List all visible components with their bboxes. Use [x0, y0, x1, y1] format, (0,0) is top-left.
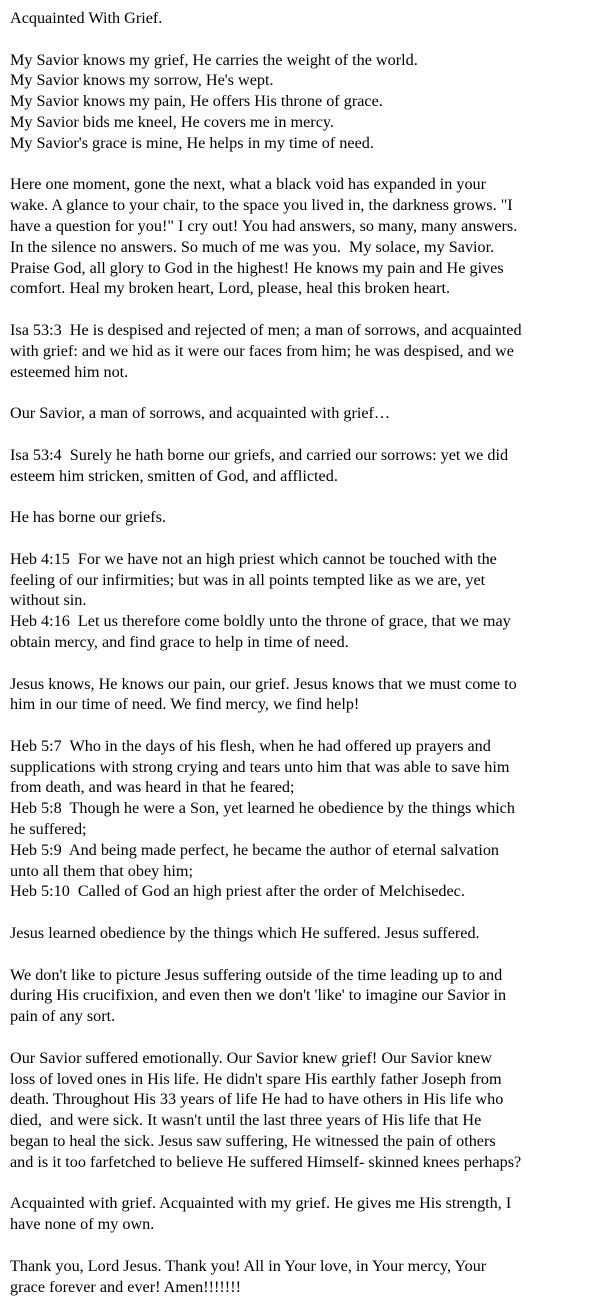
text-line: with grief: and we hid as it were our faces from him; he was despised, and we — [10, 341, 514, 360]
text-line: My Savior knows my sorrow, He's wept. — [10, 71, 274, 90]
text-line: have a question for you!" I cry out! You had answers, so many, many answers. — [10, 216, 518, 235]
paragraph — [10, 1048, 600, 1173]
text-line: Praise God, all glory to God in the highest! He knows my pain and He gives — [10, 258, 504, 277]
text-line: during His crucifixion, and even then we don't 'like' to imagine our Savior in — [10, 986, 507, 1005]
text-line: In the silence no answers. So much of me was you. My solace, my Savior. — [10, 237, 495, 256]
text-line: Heb 5:9 And being made perfect, he became the author of eternal salvation — [10, 840, 500, 859]
paragraph — [10, 507, 600, 528]
text-line: unto all them that obey him; — [10, 861, 193, 880]
text-line: supplications with strong crying and tears unto him that was able to save him — [10, 757, 510, 776]
text-line: Heb 5:7 Who in the days of his flesh, when he had offered up prayers and — [10, 736, 491, 755]
text-line: Isa 53:4 Surely he hath borne our griefs, and carried our sorrows: yet we did — [10, 445, 509, 464]
text-line: loss of loved ones in His life. He didn't spare His earthly father Joseph from — [10, 1069, 502, 1088]
text-line: wake. A glance to your chair, to the space you lived in, the darkness grows. "I — [10, 196, 513, 215]
text-line: from death, and was heard in that he feared; — [10, 778, 295, 797]
title-line: Acquainted With Grief. — [10, 9, 163, 27]
text-line: Heb 4:15 For we have not an high priest which cannot be touched with the — [10, 549, 497, 568]
paragraph — [10, 1193, 600, 1235]
paragraph — [10, 549, 600, 653]
paragraph — [10, 923, 600, 944]
text-line: Our Savior suffered emotionally. Our Savior knew grief! Our Savior knew — [10, 1048, 492, 1067]
text-line: without sin. — [10, 591, 87, 610]
paragraph — [10, 320, 600, 382]
text-line: death. Throughout His 33 years of life He had to have others in His life who — [10, 1090, 504, 1109]
text-line: My Savior knows my grief, He carries the weight of the world. — [10, 50, 418, 69]
text-line: grace forever and ever! Amen!!!!!!! — [10, 1277, 241, 1296]
text-line: He has borne our griefs. — [10, 508, 166, 527]
text-line: esteem him stricken, smitten of God, and afflicted. — [10, 466, 338, 485]
paragraph — [10, 736, 600, 902]
text-line: Acquainted with grief. Acquainted with my grief. He gives me His strength, I — [10, 1194, 512, 1213]
text-line: My Savior bids me kneel, He covers me in mercy. — [10, 112, 334, 131]
paragraph — [10, 50, 600, 154]
text-line: Our Savior, a man of sorrows, and acquainted with grief… — [10, 404, 391, 423]
text-line: feeling of our infirmities; but was in all points tempted like as we are, yet — [10, 570, 486, 589]
text-line: began to heal the sick. Jesus saw suffering, He witnessed the pain of others — [10, 1132, 496, 1151]
paragraph — [10, 174, 600, 299]
text-line: Here one moment, gone the next, what a black void has expanded in your — [10, 175, 487, 194]
text-line: esteemed him not. — [10, 362, 129, 381]
text-line: comfort. Heal my broken heart, Lord, please, heal this broken heart. — [10, 279, 451, 298]
paragraph — [10, 403, 600, 424]
text-line: and is it too farfetched to believe He suffered Himself- skinned knees perhaps? — [10, 1152, 522, 1171]
text-line: Jesus knows, He knows our pain, our grief. Jesus knows that we must come to — [10, 674, 517, 693]
text-line: Jesus learned obedience by the things which He suffered. Jesus suffered. — [10, 924, 480, 943]
text-line: obtain mercy, and find grace to help in time of need. — [10, 632, 349, 651]
text-line: Heb 4:16 Let us therefore come boldly unto the throne of grace, that we may — [10, 612, 511, 631]
paragraph-container — [10, 50, 600, 1298]
text-line: We don't like to picture Jesus suffering outside of the time leading up to and — [10, 965, 503, 984]
text-line: pain of any sort. — [10, 1007, 116, 1026]
paragraph — [10, 965, 600, 1027]
text-line: him in our time of need. We find mercy, we find help! — [10, 695, 360, 714]
paragraph — [10, 674, 600, 716]
text-line: Heb 5:10 Called of God an high priest after the order of Melchisedec. — [10, 882, 465, 901]
paragraph — [10, 1256, 600, 1298]
text-line: he suffered; — [10, 820, 87, 839]
paragraph — [10, 445, 600, 487]
text-line: have none of my own. — [10, 1215, 155, 1234]
document-title — [10, 8, 600, 29]
text-line: Heb 5:8 Though he were a Son, yet learned he obedience by the things which — [10, 799, 515, 818]
text-line: My Savior knows my pain, He offers His throne of grace. — [10, 92, 383, 111]
text-line: died, and were sick. It wasn't until the last three years of His life that He — [10, 1111, 482, 1130]
text-line: Thank you, Lord Jesus. Thank you! All in Your love, in Your mercy, Your — [10, 1256, 487, 1275]
text-line: My Savior's grace is mine, He helps in my time of need. — [10, 133, 374, 152]
text-line: Isa 53:3 He is despised and rejected of men; a man of sorrows, and acquainted — [10, 320, 522, 339]
